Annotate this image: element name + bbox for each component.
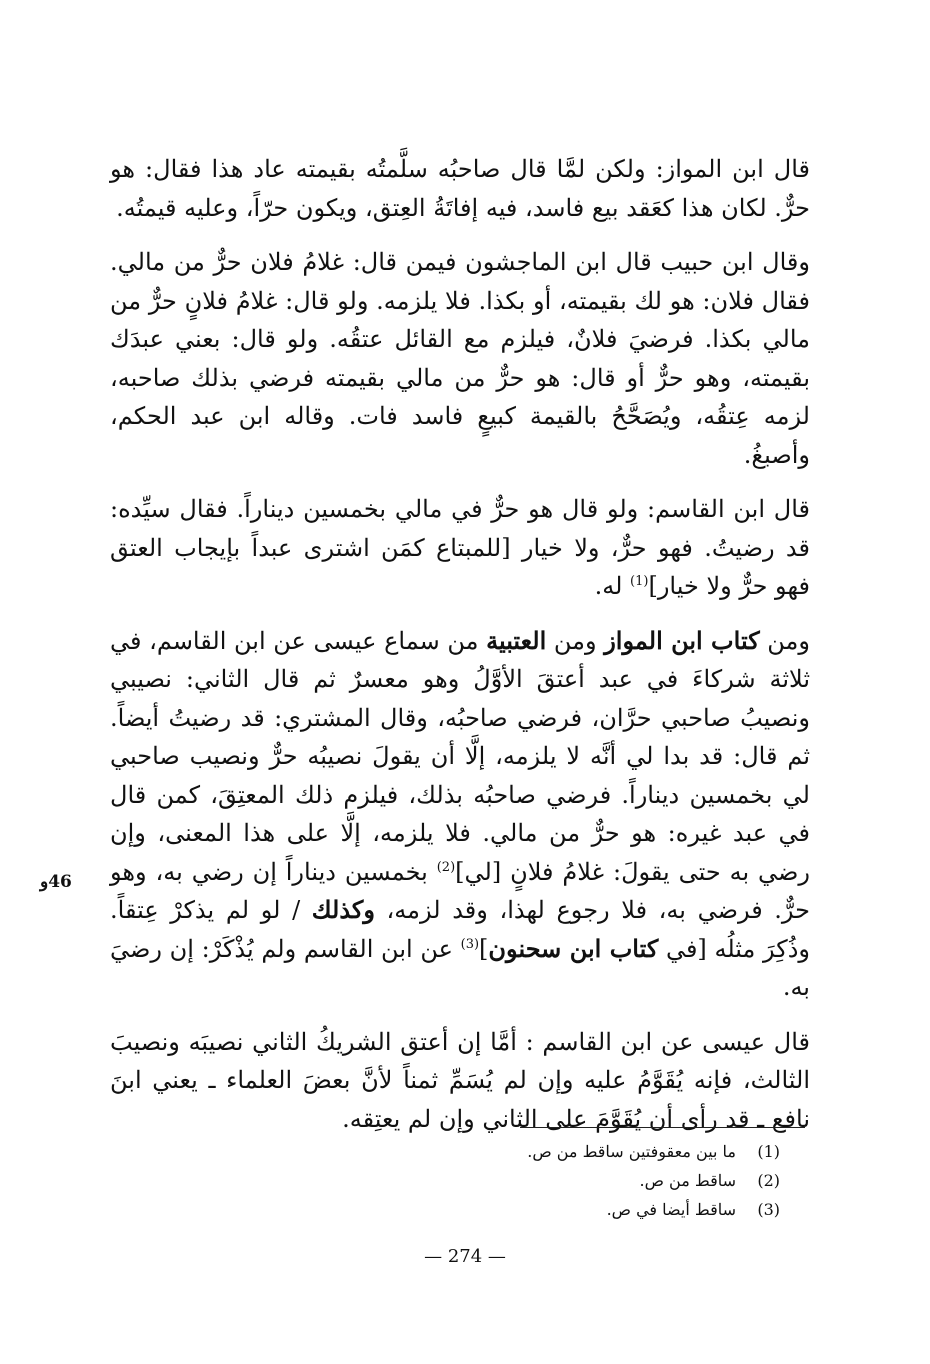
paragraph-2: وقال ابن حبيب قال ابن الماجشون فيمن قال: غلامُ فلان حرٌّ من مالي. فقال فلان: هو لك بقيمته، أو بكذا. فلا يلزمه. ولو قال: غلامُ فلانٍ حرٌّ من مالي بكذا. فرضيَ فلانٌ، فيلزم مع القائل عتقُه. ولو قال: بعني عبدَك بقيمته، وهو حرٌّ أو قال: هو حرٌّ من مالي بقيمته فرضي بذلك صاحبه، لزمه عِتقُه، ويُصَحَّحُ بالقيمة كبيعٍ فاسد فات. وقاله ابن عبد الحكم، وأصبغُ. bbox=[110, 248, 810, 469]
footnotes bbox=[480, 1137, 780, 1224]
footnote-separator bbox=[520, 1127, 805, 1128]
footnote-number: (3) bbox=[757, 1200, 780, 1219]
book-title-ibn-mawwaz: كتاب ابن المواز bbox=[604, 625, 760, 655]
footnote-ref-2: (2) bbox=[436, 859, 456, 875]
footnote-ref-1: (1) bbox=[630, 574, 649, 589]
footnote-item bbox=[480, 1195, 780, 1224]
footnote-text: ما بين معقوفتين ساقط من ص. bbox=[527, 1142, 736, 1161]
footnote-number: (2) bbox=[757, 1171, 780, 1190]
paragraph-4-text-2: بخمسين ديناراً إن رضي به، وهو حرٌّ. فرضي به، فلا رجوع لهذا، وقد لزمه، bbox=[110, 857, 810, 924]
paragraph-4-end: عن ابن القاسم ولم يُذْكَرْ: إن رضيَ به. bbox=[110, 934, 810, 1001]
footnote-ref-3: (3) bbox=[460, 936, 480, 952]
footnote-text: ساقط أيضا في ص. bbox=[606, 1200, 736, 1219]
footnote-item bbox=[480, 1137, 780, 1166]
paragraph-4-text: من سماع عيسى عن ابن القاسم، في ثلاثة شركاءَ في عبد أعتقَ الأوَّلُ وهو معسرٌ ثم قال الثاني: نصيبي ونصيبُ صاحبي حرَّان، فرضي صاحبُه، وقال المشتري: قد رضيتُ أيضاً. ثم قال: قد بدا لي أنَّه لا يلزمه، إلَّا أن يقولَ نصيبُه حرٌّ ونصيب صاحبي لي بخمسين ديناراً. فرضي صاحبُه بذلك، فيلزم ذلك المعتِقَ، كمن قال في عبد غيره: هو حرٌّ من مالي. فلا يلزمه، إلَّا على هذا المعنى، وإن رضي به حتى يقولَ: غلامُ فلانٍ [لي] bbox=[110, 626, 811, 886]
paragraph-5: قال عيسى عن ابن القاسم : أمَّا إن أعتق الشريكُ الثاني نصيبَه ونصيبَ الثالث، فإنه يُقَوَّمُ عليه وإن لم يُسَمِّ ثمناً لأنَّ بعضَ العلماء ـ يعني ابنَ نافع ـ قد رأى أن يُقَوَّمَ على الثاني وإن لم يعتِقه. bbox=[110, 1027, 810, 1133]
book-title-ibn-sahnun: كتاب ابن سحنون bbox=[488, 933, 659, 963]
book-title-utbiyya: العتبية bbox=[486, 625, 547, 655]
paragraph-3 bbox=[110, 490, 810, 606]
manuscript-folio-marker: 46و bbox=[40, 872, 72, 892]
footnote-number: (1) bbox=[757, 1142, 780, 1161]
bracket-close: ] bbox=[479, 934, 489, 963]
footnote-item bbox=[480, 1166, 780, 1195]
page-number: — 274 — bbox=[424, 1246, 506, 1267]
paragraph-1: قال ابن المواز: ولكن لمَّا قال صاحبُه سلَّمتُه بقيمته عاد هذا فقال: هو حرٌّ. لكان هذا كعَقد بيع فاسد، فيه إفاتَةُ العِتق، ويكون حرّاً، وعليه قيمتُه. bbox=[110, 155, 810, 222]
paragraph-4-lead: ومن bbox=[759, 626, 810, 655]
paragraph-4 bbox=[110, 622, 810, 1007]
main-text bbox=[110, 150, 810, 1154]
paragraph-3-end: له. bbox=[594, 572, 631, 600]
emphasis-kadhalik: وكذلك bbox=[311, 895, 375, 924]
paragraph-4-connector: ومن bbox=[546, 626, 605, 655]
paragraph-3-text: قال ابن القاسم: ولو قال هو حرٌّ في مالي بخمسين ديناراً. فقال سيِّده: قد رضيتُ. فهو حرٌّ، ولا خيار [للمبتاع كمَن اشترى عبداً بإيجاب العتق فهو حرٌّ ولا خيار] bbox=[110, 495, 810, 600]
paragraph-4-text-3: / لو لم يذكرْ عِتقاً. وذُكِرَ مثلُه [في bbox=[110, 896, 810, 963]
footnote-text: ساقط من ص. bbox=[639, 1171, 736, 1190]
